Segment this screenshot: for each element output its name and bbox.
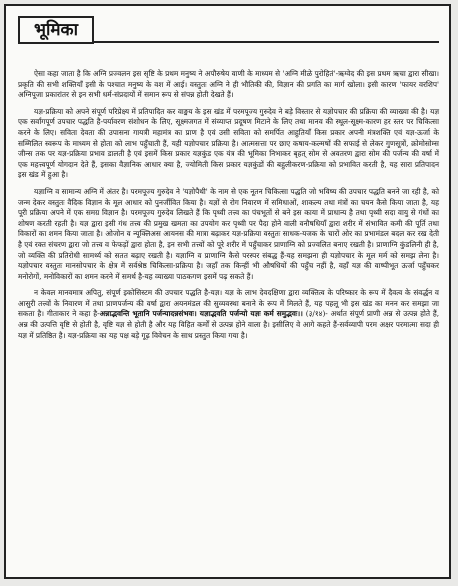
page-heading: भूमिका — [34, 19, 78, 40]
page-body — [18, 69, 439, 347]
heading-box — [18, 16, 94, 44]
heading-rule — [94, 41, 439, 43]
paragraph-4 — [18, 288, 439, 341]
closing-text: अर्थात संपूर्ण प्राणी अन्न से उत्पन्न होते हैं, अन्न की उत्पत्ति वृष्टि से होती है, वृष्टि यज्ञ से होती है और यह विहित कर्मों से उत्पन्न होने वाला है। इसीलिए वे आगे कहते हैं-सर्वव्यापी परम अक्षर परमात्मा सदा ही यज्ञ में प्रतिष्ठित है। यज्ञ-प्रक्रिया का यह पक्ष बड़े गूढ़ विवेचन के साथ प्रस्तुत किया गया है। — [18, 309, 440, 340]
paragraph-2: यज्ञ-प्रक्रिया को अपने संपूर्ण परिप्रेक्ष्य में प्रतिपादित कर वाङ्मय के इस खंड में परमपूज्य गुरुदेव ने बड़े विस्तार से यज्ञोपचार की प्रक्रिया की व्याख्या की है। यज्ञ एक सर्वांगपूर्ण उपचार पद्धति है-पर्यावरण संशोधन के लिए, सूक्ष्मजगत में संव्याप्त प्रदूषण मिटाने के लिए तथा मानव की स्थूल-सूक्ष्म-कारण हर स्तर पर चिकित्सा करने के लिए। सविता देवता की उपासना गायत्री महामंत्र का प्राण है एवं उसी सविता को समर्पित आहुतियाँ किस प्रकार अपनी मंत्रशक्ति एवं यज्ञ-ऊर्जा के सम्मिलित स्वरूप के माध्यम से होता को लाभ पहुँचाती हैं, यही यज्ञोपचार प्रक्रिया है। आत्मसत्ता पर छाए कषाय-कल्मषों की सफाई से लेकर गुणसूत्रों, क्रोमोसोम्स जीन्स तक पर यज्ञ-प्रक्रिया प्रभाव डालती है एवं इसमें किस प्रकार यज्ञकुंड एक यंत्र की भूमिका निभाकर बृहत् सोम से अवतरण द्वारा सोम की पर्जन्य की वर्षा में एक महत्त्वपूर्ण योगदान देते हैं, इसका वैज्ञानिक आधार क्या है, ज्योमिती किस प्रकार यज्ञकुंडों की बहुलीकरण-प्रक्रिया को प्रभावित करती है, यह सारा प्रतिपादन इस खंड में हुआ है। — [18, 106, 439, 180]
gita-reference: (३/१४)- — [302, 309, 328, 319]
paragraph-3: यज्ञाग्नि व सामान्य अग्नि में अंतर है। परमपूज्य गुरुदेव ने 'यज्ञोपैथी' के नाम से एक नूतन चिकित्सा पद्धति जो भविष्य की उपचार पद्धति बनने जा रही है, को जन्म देकर वस्तुतः वैदिक विज्ञान के मूल आधार को पुनर्जीवित किया है। यज्ञों से रोग निवारण में समिधाओं, शाकल्य तथा मंत्रों का चयन कैसे किया जाता है, यह पूरी प्रक्रिया अपने में एक समग्र विज्ञान है। परमपूज्य गुरुदेव लिखते हैं कि पृथ्वी तत्त्व का पंचभूतों से बने इस काया में प्राधान्य है तथा पृथ्वी सदा वायु से गंधों का शोषण करती रहती है। यज्ञ द्वारा इसी गंध तत्त्व की प्रमुख खमता का उपयोग कर पृथ्वी पर पैदा होने वाली वनौषधियाँ द्वारा शरीर में संभावित कमी की पूर्ति तथा विकारों का शमन किया जाता है। ओजोन व न्यूक्लिअस आयनस की मात्रा बढ़ाकर यज्ञ-प्रक्रिया वस्तुतः साधक-यजक के चारों ओर का प्रभामंडल बदल कर रख देती है एवं रक्त संचरण द्वारा जो तत्त्व व फेफड़ों द्वारा होता है, इन सभी तत्त्वों को पूरे शरीर में पहुँचाकर प्राणाग्नि को प्रज्वलित बनाए रखती है। प्राणाग्नि कुंडलिनी ही है, जो व्यक्ति की प्रतिरोधी सामर्थ्य को सतत बढ़ाए रखती है। यज्ञाग्नि व प्राणाग्नि कैसे परस्पर संबद्ध हैं-यह समझना ही यज्ञोपचार के मूल मर्म को समझ लेना है। यज्ञोपचार वस्तुतः मानसोपचार के क्षेत्र में सर्वश्रेष्ठ चिकित्सा-प्रक्रिया है। जहाँ तक किन्हीं भी औषधियों की पहुँच नहीं है, वहाँ यज्ञ की वाष्पीभूत ऊर्जा पहुँचकर मनोरोगों, मनोविकारों का शमन करने में समर्थ है-यह व्याख्या पाठकगण इसमें पढ़ सकते हैं। — [18, 186, 439, 281]
book-page — [4, 4, 451, 579]
paragraph-4-text: न केवल मानवमात्र अपितु, संपूर्ण इकोसिस्टम की उपचार पद्धति है-यज्ञ। यज्ञ के लाभ देवदक्षिणा द्वारा व्यक्तित्व के परिष्कार के रूप में दैवत्व के संवर्द्धन व आसुरी तत्त्वों के निवारण में तथा प्राणपर्जन्य की वर्षा द्वारा अयनमंडल की सुव्यवस्था बनाने के रूप में मिलते हैं, यह पहलू भी इस खंड का मनन कर समझा जा सकता है। गीताकार ने कहा है- — [18, 288, 439, 319]
paragraph-1: ऐसा कहा जाता है कि अग्नि प्रज्वलन इस सृष्टि के प्रथम मनुष्य ने अपौरुषेय वाणी के माध्यम से 'अग्नि मीळे पुरोहितं'-ऋग्वेद की इस प्रथम ऋचा द्वारा सीखा। प्रकृति की सभी शक्तियाँ इसी के पश्चात मनुष्य के वश में आई। वस्तुतः अग्नि ने ही भौतिकी की, विज्ञान की प्रगति का मार्ग खोला। इसी कारण 'फायर वरशिप' अग्निपूजा प्रकारांतर से इन सभी धर्म-संप्रदायों में समान रूप से संपन्न होती देखते हैं। — [18, 69, 439, 100]
gita-quote: अन्नाद्भवन्ति भूतानि पर्जन्यादन्नसंभवः। यज्ञाद्भवति पर्जन्यो यज्ञः कर्म समुद्भवः।। — [99, 309, 303, 319]
